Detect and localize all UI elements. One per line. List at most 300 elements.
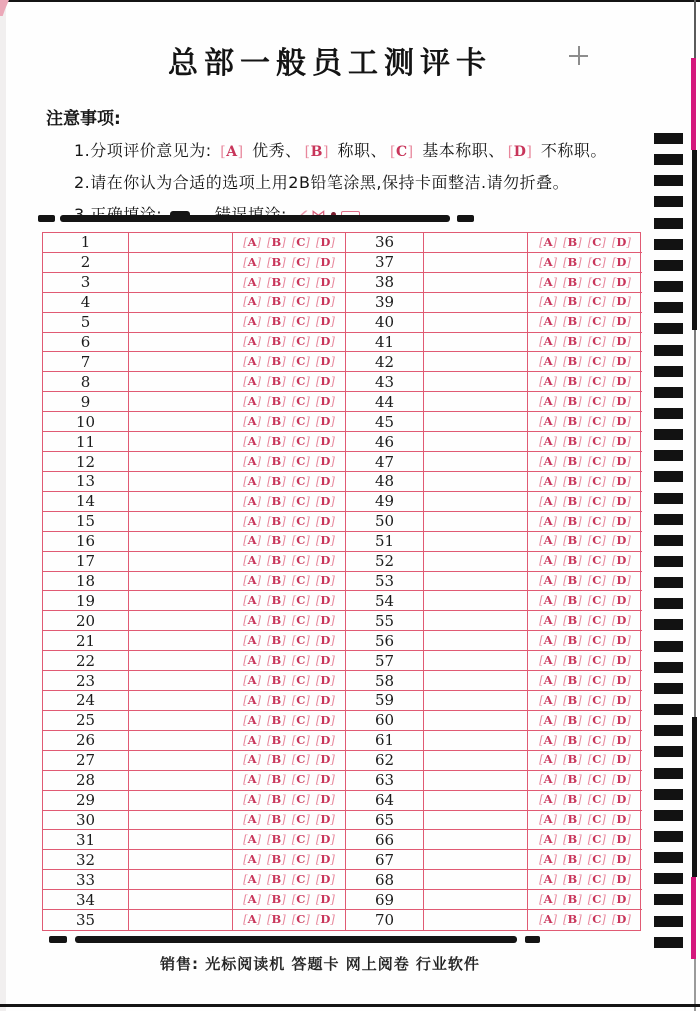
bubble-q4-C[interactable]	[292, 296, 310, 308]
bubble-q66-D[interactable]	[612, 834, 631, 846]
bubble-q42-A[interactable]	[539, 356, 557, 368]
bubble-q29-B[interactable]	[267, 794, 286, 806]
bubble-q30-C[interactable]	[292, 814, 310, 826]
bubble-q66-C[interactable]	[588, 834, 606, 846]
bubble-q3-A[interactable]	[243, 274, 262, 289]
bubble-q15-B[interactable]	[267, 513, 286, 528]
bubble-q3-C[interactable]	[291, 274, 310, 289]
bubble-q65-A[interactable]	[539, 814, 557, 826]
bubble-q31-A[interactable]	[243, 834, 261, 846]
bubble-q69-C[interactable]	[587, 891, 606, 906]
bubble-q2-D[interactable]	[315, 254, 335, 269]
bubble-q17-B[interactable]	[267, 555, 286, 567]
bubble-q56-C[interactable]	[587, 632, 606, 647]
bubble-q51-D[interactable]	[612, 535, 631, 547]
bubble-q5-B[interactable]	[267, 316, 286, 328]
bracket-icon: ]	[256, 752, 262, 767]
bracket-icon: [	[243, 772, 248, 787]
bubble-q26-D[interactable]	[315, 732, 335, 747]
bubble-q13-C[interactable]	[291, 473, 310, 488]
bubble-q16-C[interactable]	[292, 535, 310, 547]
bubble-q68-D[interactable]	[611, 871, 631, 886]
bubble-q57-A[interactable]	[539, 652, 558, 667]
bubble-q5-D[interactable]	[316, 316, 335, 328]
bubble-q54-C[interactable]	[588, 595, 606, 607]
bubble-q66-B[interactable]	[563, 834, 582, 846]
bubble-q42-B[interactable]	[563, 356, 582, 368]
bubble-q59-D[interactable]	[611, 692, 631, 707]
bubble-q17-D[interactable]	[316, 555, 335, 567]
bubble-q61-B[interactable]	[563, 732, 582, 747]
bubble-q52-C[interactable]	[588, 555, 606, 567]
bubble-q21-B[interactable]	[267, 632, 286, 647]
bubble-q46-C[interactable]	[587, 433, 606, 448]
bubble-q3-D[interactable]	[315, 274, 335, 289]
bubble-q34-D[interactable]	[315, 891, 335, 906]
bubble-q60-C[interactable]	[587, 712, 606, 727]
bubble-q50-D[interactable]	[611, 513, 631, 528]
bubble-q17-C[interactable]	[292, 555, 310, 567]
bubble-q68-A[interactable]	[539, 871, 558, 886]
bubble-q57-D[interactable]	[611, 652, 631, 667]
bubble-q37-B[interactable]	[563, 254, 582, 269]
bubble-q69-D[interactable]	[611, 891, 631, 906]
bubble-q14-B[interactable]	[267, 493, 286, 508]
bubble-q53-A[interactable]	[539, 575, 557, 587]
bubble-q6-D[interactable]	[316, 336, 335, 348]
bubble-q19-C[interactable]	[292, 595, 310, 607]
bubble-q18-C[interactable]	[292, 575, 310, 587]
bubble-q35-B[interactable]	[267, 914, 286, 926]
bubble-q69-B[interactable]	[563, 891, 582, 906]
page-bottom-edge-line	[0, 1004, 700, 1007]
bubble-q22-D[interactable]	[315, 652, 335, 667]
bubble-q68-C[interactable]	[587, 871, 606, 886]
bubble-q59-C[interactable]	[587, 692, 606, 707]
bubble-q2-C[interactable]	[291, 254, 310, 269]
bubble-q65-C[interactable]	[588, 814, 606, 826]
bubble-q55-A[interactable]	[539, 615, 557, 627]
bubble-q41-C[interactable]	[588, 336, 606, 348]
bubble-q19-D[interactable]	[316, 595, 335, 607]
bracket-icon: [	[291, 871, 297, 886]
bubble-q56-A[interactable]	[539, 632, 558, 647]
bubble-q50-B[interactable]	[563, 513, 582, 528]
bubble-q68-B[interactable]	[563, 871, 582, 886]
bubble-q18-B[interactable]	[267, 575, 286, 587]
bubble-q56-D[interactable]	[611, 632, 631, 647]
bubble-q25-D[interactable]	[315, 712, 335, 727]
bubble-q6-C[interactable]	[292, 336, 310, 348]
bubble-q34-A[interactable]	[243, 891, 262, 906]
bubble-q22-C[interactable]	[291, 652, 310, 667]
bubble-q8-B[interactable]	[267, 376, 286, 388]
bubble-q15-C[interactable]	[291, 513, 310, 528]
timing-mark	[654, 471, 683, 482]
bubble-q9-D[interactable]	[316, 396, 335, 408]
bubble-q21-A[interactable]	[243, 632, 262, 647]
bubble-q21-C[interactable]	[291, 632, 310, 647]
bubble-q49-C[interactable]	[587, 493, 606, 508]
bubble-q39-D[interactable]	[612, 296, 631, 308]
bubble-q40-C[interactable]	[588, 316, 606, 328]
bubble-q53-B[interactable]	[563, 575, 582, 587]
bubble-q31-B[interactable]	[267, 834, 286, 846]
bubble-q9-C[interactable]	[292, 396, 310, 408]
bubble-q2-B[interactable]	[267, 254, 286, 269]
bubble-q38-D[interactable]	[611, 274, 631, 289]
bubble-q32-A[interactable]	[243, 854, 261, 866]
bubble-q47-C[interactable]	[587, 453, 606, 468]
bubble-q35-D[interactable]	[316, 914, 335, 926]
bubble-q14-C[interactable]	[291, 493, 310, 508]
bubble-q25-A[interactable]	[243, 712, 262, 727]
bubble-q45-C[interactable]	[587, 413, 606, 428]
bubble-q63-D[interactable]	[612, 774, 631, 786]
bubble-q7-B[interactable]	[267, 356, 286, 368]
bubble-q53-C[interactable]	[588, 575, 606, 587]
bubble-q38-C[interactable]	[587, 274, 606, 289]
response-blank-cell	[129, 651, 233, 671]
option-letter: B	[271, 254, 282, 269]
bubble-q46-A[interactable]	[539, 433, 558, 448]
bubble-q3-B[interactable]	[267, 274, 286, 289]
bubble-q5-C[interactable]	[292, 316, 310, 328]
bubble-q58-C[interactable]	[587, 672, 606, 687]
bubble-q44-A[interactable]	[539, 396, 557, 408]
bubble-q36-A[interactable]	[539, 234, 558, 249]
bubble-q13-B[interactable]	[267, 473, 286, 488]
bubble-q20-B[interactable]	[267, 615, 286, 627]
bubble-q16-D[interactable]	[316, 535, 335, 547]
bubble-q39-A[interactable]	[539, 296, 557, 308]
bracket-icon: ]	[305, 433, 310, 448]
bubble-q48-A[interactable]	[539, 473, 558, 488]
bubble-q70-A[interactable]	[539, 914, 557, 926]
bubble-q12-D[interactable]	[315, 453, 335, 468]
bubble-q43-A[interactable]	[539, 376, 557, 388]
bubble-q60-D[interactable]	[611, 712, 631, 727]
bubble-q8-A[interactable]	[243, 376, 261, 388]
question-number-cell: 62	[346, 751, 424, 771]
bubble-q44-B[interactable]	[563, 396, 582, 408]
bubble-q51-B[interactable]	[563, 535, 582, 547]
bubble-q43-C[interactable]	[588, 376, 606, 388]
bubble-q39-B[interactable]	[563, 296, 582, 308]
bubble-q23-D[interactable]	[315, 672, 335, 687]
bubble-q32-B[interactable]	[267, 854, 286, 866]
bubble-q25-C[interactable]	[291, 712, 310, 727]
bubble-q28-D[interactable]	[316, 774, 335, 786]
bubble-q41-A[interactable]	[539, 336, 557, 348]
bubble-q11-B[interactable]	[267, 433, 286, 448]
bubble-q7-A[interactable]	[243, 356, 261, 368]
bubble-q52-D[interactable]	[612, 555, 631, 567]
bubble-q29-C[interactable]	[292, 794, 310, 806]
bracket-icon: ]	[577, 593, 582, 608]
bubble-q64-C[interactable]	[588, 794, 606, 806]
bubble-q60-A[interactable]	[539, 712, 558, 727]
bubble-q44-C[interactable]	[588, 396, 606, 408]
bubble-q23-C[interactable]	[291, 672, 310, 687]
bubble-q24-A[interactable]	[243, 692, 262, 707]
bubble-q18-A[interactable]	[243, 575, 261, 587]
bracket-icon: ]	[626, 553, 631, 568]
bubble-q64-D[interactable]	[612, 794, 631, 806]
bubble-q15-D[interactable]	[315, 513, 335, 528]
bubble-q28-A[interactable]	[243, 774, 261, 786]
bubble-q63-C[interactable]	[588, 774, 606, 786]
bubble-q48-C[interactable]	[587, 473, 606, 488]
bubble-q1-D[interactable]	[315, 234, 335, 249]
bubble-q43-B[interactable]	[563, 376, 582, 388]
bubble-q4-B[interactable]	[267, 296, 286, 308]
bubble-q14-D[interactable]	[315, 493, 335, 508]
bubble-q62-D[interactable]	[612, 754, 631, 766]
bubble-q16-B[interactable]	[267, 535, 286, 547]
bubble-q24-D[interactable]	[315, 692, 335, 707]
bubble-q55-B[interactable]	[563, 615, 582, 627]
bubble-q67-A[interactable]	[539, 854, 557, 866]
bubble-q1-A[interactable]	[243, 234, 262, 249]
bubble-q26-A[interactable]	[243, 732, 262, 747]
bubble-q64-B[interactable]	[563, 794, 582, 806]
bubble-q30-A[interactable]	[243, 814, 261, 826]
bubble-q33-D[interactable]	[315, 871, 335, 886]
bubble-q7-C[interactable]	[292, 356, 310, 368]
bubble-q61-C[interactable]	[587, 732, 606, 747]
bubble-q6-A[interactable]	[243, 336, 261, 348]
bubble-q10-A[interactable]	[243, 413, 262, 428]
bubble-q29-D[interactable]	[316, 794, 335, 806]
bubble-q15-A[interactable]	[243, 513, 262, 528]
bubble-q19-A[interactable]	[243, 595, 261, 607]
bubble-q12-C[interactable]	[291, 453, 310, 468]
bubble-q56-B[interactable]	[563, 632, 582, 647]
bubble-q45-A[interactable]	[539, 413, 558, 428]
bubble-q48-B[interactable]	[563, 473, 582, 488]
bubble-q42-D[interactable]	[612, 356, 631, 368]
bubble-q38-A[interactable]	[539, 274, 558, 289]
bubble-q23-A[interactable]	[243, 672, 262, 687]
bubble-q24-C[interactable]	[291, 692, 310, 707]
bubble-q64-A[interactable]	[539, 794, 557, 806]
bubble-q67-C[interactable]	[588, 854, 606, 866]
bubble-q11-D[interactable]	[315, 433, 335, 448]
bubble-q57-C[interactable]	[587, 652, 606, 667]
bubble-q70-B[interactable]	[563, 914, 582, 926]
bubble-q11-A[interactable]	[243, 433, 262, 448]
bubble-q20-A[interactable]	[243, 615, 261, 627]
bubble-q40-D[interactable]	[612, 316, 631, 328]
bubble-q32-C[interactable]	[292, 854, 310, 866]
bubble-q28-C[interactable]	[292, 774, 310, 786]
bubble-q52-A[interactable]	[539, 555, 557, 567]
option-letter: A	[247, 871, 257, 886]
bubble-q4-A[interactable]	[243, 296, 261, 308]
bubble-q29-A[interactable]	[243, 794, 261, 806]
bubble-q50-C[interactable]	[587, 513, 606, 528]
bubble-q8-D[interactable]	[316, 376, 335, 388]
bubble-q48-D[interactable]	[611, 473, 631, 488]
bubble-q25-B[interactable]	[267, 712, 286, 727]
bracket-icon: [	[587, 354, 593, 369]
bubble-q33-C[interactable]	[291, 871, 310, 886]
bubble-q34-C[interactable]	[291, 891, 310, 906]
bubble-q40-A[interactable]	[539, 316, 557, 328]
bubble-q13-A[interactable]	[243, 473, 262, 488]
bubble-q30-D[interactable]	[316, 814, 335, 826]
bubble-q66-A[interactable]	[539, 834, 557, 846]
bubble-q51-C[interactable]	[588, 535, 606, 547]
bubble-q38-B[interactable]	[563, 274, 582, 289]
bubble-q54-B[interactable]	[563, 595, 582, 607]
bubble-q63-A[interactable]	[539, 774, 557, 786]
bubble-q46-B[interactable]	[563, 433, 582, 448]
bubble-q55-D[interactable]	[612, 615, 631, 627]
bubble-q16-A[interactable]	[243, 535, 261, 547]
bubble-q23-B[interactable]	[267, 672, 286, 687]
bubble-q49-D[interactable]	[611, 493, 631, 508]
bubble-q27-A[interactable]	[243, 754, 261, 766]
bubble-q69-A[interactable]	[539, 891, 558, 906]
bubble-q28-B[interactable]	[267, 774, 286, 786]
bubble-q39-C[interactable]	[588, 296, 606, 308]
bubble-q45-B[interactable]	[563, 413, 582, 428]
bubble-q67-B[interactable]	[563, 854, 582, 866]
bubble-q33-A[interactable]	[243, 871, 262, 886]
bubble-q26-B[interactable]	[267, 732, 286, 747]
bubble-q47-A[interactable]	[539, 453, 558, 468]
bubble-q63-B[interactable]	[563, 774, 582, 786]
bubble-q41-D[interactable]	[612, 336, 631, 348]
bubble-q67-D[interactable]	[612, 854, 631, 866]
bubble-q6-B[interactable]	[267, 336, 286, 348]
bubble-q62-C[interactable]	[588, 754, 606, 766]
bubble-q45-D[interactable]	[611, 413, 631, 428]
bubble-q58-A[interactable]	[539, 672, 558, 687]
bubble-q19-B[interactable]	[267, 595, 286, 607]
bubble-q35-A[interactable]	[243, 914, 261, 926]
bubble-q7-D[interactable]	[316, 356, 335, 368]
bubble-q53-D[interactable]	[612, 575, 631, 587]
bubble-q47-D[interactable]	[611, 453, 631, 468]
bubble-q30-B[interactable]	[267, 814, 286, 826]
bubble-q12-A[interactable]	[243, 453, 262, 468]
bubble-q27-D[interactable]	[316, 754, 335, 766]
bubble-q10-C[interactable]	[291, 413, 310, 428]
bubble-q8-C[interactable]	[292, 376, 310, 388]
bracket-icon: [	[563, 374, 568, 389]
bubble-q14-A[interactable]	[243, 493, 262, 508]
bubble-q35-C[interactable]	[292, 914, 310, 926]
bubble-q59-B[interactable]	[563, 692, 582, 707]
bubble-q37-A[interactable]	[539, 254, 558, 269]
bubble-q59-A[interactable]	[539, 692, 558, 707]
bubble-q43-D[interactable]	[612, 376, 631, 388]
bubble-q17-A[interactable]	[243, 555, 261, 567]
bubble-q20-C[interactable]	[292, 615, 310, 627]
bubble-q32-D[interactable]	[316, 854, 335, 866]
bubble-q31-C[interactable]	[292, 834, 310, 846]
bubble-q4-D[interactable]	[316, 296, 335, 308]
bubble-q10-D[interactable]	[315, 413, 335, 428]
bubble-q9-B[interactable]	[267, 396, 286, 408]
bubble-q65-D[interactable]	[612, 814, 631, 826]
bubble-q34-B[interactable]	[267, 891, 286, 906]
bubble-q13-D[interactable]	[315, 473, 335, 488]
bracket-icon: ]	[281, 473, 286, 488]
bubble-q65-B[interactable]	[563, 814, 582, 826]
bubble-q36-B[interactable]	[563, 234, 582, 249]
bubble-q12-B[interactable]	[267, 453, 286, 468]
bubble-q62-A[interactable]	[539, 754, 557, 766]
bubble-q58-D[interactable]	[611, 672, 631, 687]
bubble-q1-C[interactable]	[291, 234, 310, 249]
bubble-q50-A[interactable]	[539, 513, 558, 528]
bubble-q49-B[interactable]	[563, 493, 582, 508]
bubble-q70-D[interactable]	[612, 914, 631, 926]
bubble-q24-B[interactable]	[267, 692, 286, 707]
bubble-q22-B[interactable]	[267, 652, 286, 667]
bubble-q47-B[interactable]	[563, 453, 582, 468]
bubble-q2-A[interactable]	[243, 254, 262, 269]
bubble-q33-B[interactable]	[267, 871, 286, 886]
bubble-q9-A[interactable]	[243, 396, 261, 408]
bubble-q70-C[interactable]	[588, 914, 606, 926]
bubble-q37-C[interactable]	[587, 254, 606, 269]
bubble-q1-B[interactable]	[267, 234, 286, 249]
bubble-q61-A[interactable]	[539, 732, 558, 747]
option-letter: A	[543, 832, 553, 847]
bubble-q27-C[interactable]	[292, 754, 310, 766]
bubble-q37-D[interactable]	[611, 254, 631, 269]
page-top-edge-line	[6, 0, 700, 2]
bubble-q62-B[interactable]	[563, 754, 582, 766]
bubble-q44-D[interactable]	[612, 396, 631, 408]
bubble-q55-C[interactable]	[588, 615, 606, 627]
bubble-q31-D[interactable]	[316, 834, 335, 846]
bubble-q54-D[interactable]	[612, 595, 631, 607]
bubble-q40-B[interactable]	[563, 316, 582, 328]
bubble-q27-B[interactable]	[267, 754, 286, 766]
bubble-q10-B[interactable]	[267, 413, 286, 428]
bubble-q42-C[interactable]	[588, 356, 606, 368]
bubble-q60-B[interactable]	[563, 712, 582, 727]
bubble-q36-C[interactable]	[587, 234, 606, 249]
bubble-q54-A[interactable]	[539, 595, 557, 607]
bubble-q57-B[interactable]	[563, 652, 582, 667]
bubble-q5-A[interactable]	[243, 316, 261, 328]
bubble-q18-D[interactable]	[316, 575, 335, 587]
bubble-q21-D[interactable]	[315, 632, 335, 647]
bubble-q52-B[interactable]	[563, 555, 582, 567]
bubble-q41-B[interactable]	[563, 336, 582, 348]
bubble-q20-D[interactable]	[316, 615, 335, 627]
bubble-q49-A[interactable]	[539, 493, 558, 508]
bubble-q51-A[interactable]	[539, 535, 557, 547]
bracket-icon: ]	[552, 533, 558, 548]
bubble-q58-B[interactable]	[563, 672, 582, 687]
option-letter: C	[296, 871, 306, 886]
bubble-q61-D[interactable]	[611, 732, 631, 747]
bubble-q46-D[interactable]	[611, 433, 631, 448]
bubble-q11-C[interactable]	[291, 433, 310, 448]
option-letter: B	[271, 852, 282, 867]
bubble-q26-C[interactable]	[291, 732, 310, 747]
bubble-q36-D[interactable]	[611, 234, 631, 249]
bubble-q22-A[interactable]	[243, 652, 262, 667]
